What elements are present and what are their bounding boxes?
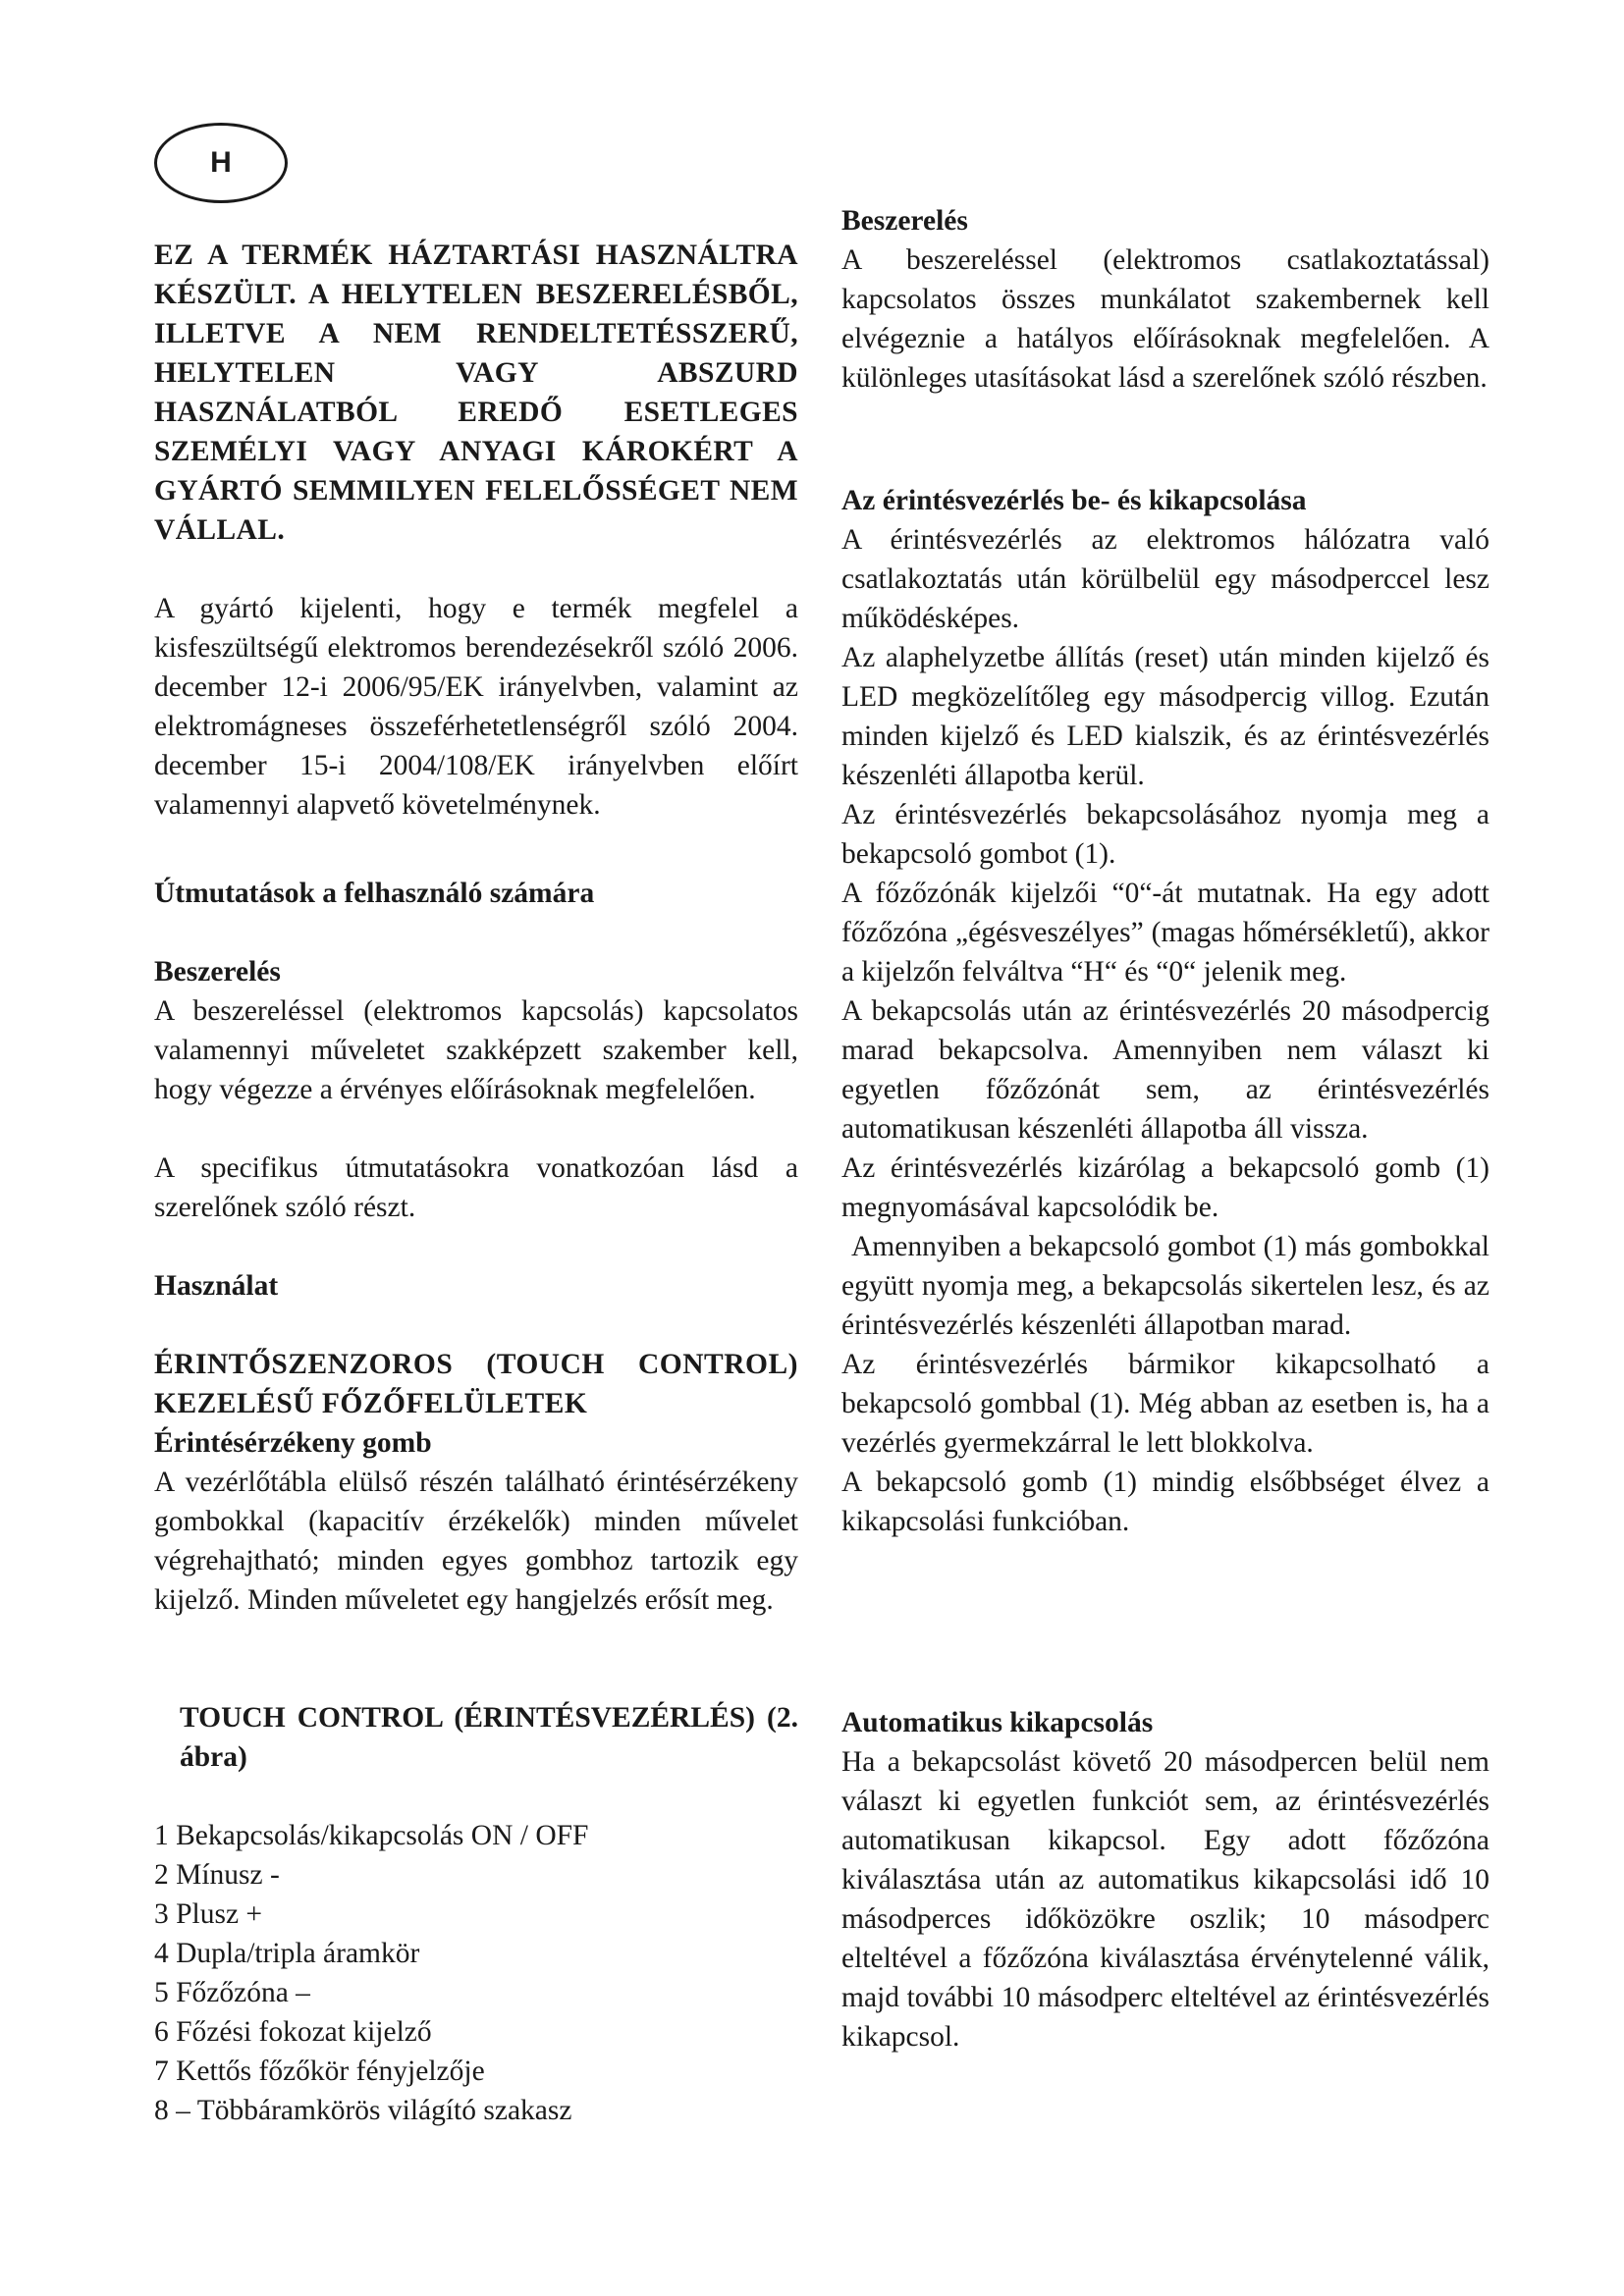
auto-off-heading: Automatikus kikapcsolás xyxy=(841,1707,1154,1738)
installation-text-left: A beszereléssel (elektromos kapcsolás) kapcsolatos valamennyi műveletet szakképzett szakember kell, hogy végezze a érvényes előírásoknak megfelelően. xyxy=(154,995,798,1105)
onoff-paragraph: Az érintésvezérlés kizárólag a bekapcsoló gomb (1) megnyomásával kapcsolódik be. xyxy=(841,1152,1489,1223)
control-legend-list xyxy=(154,1816,798,2130)
list-item: 4 Dupla/tripla áramkör xyxy=(154,1938,420,1969)
onoff-paragraph: A érintésvezérlés az elektromos hálózatra való csatlakoztatás után körülbelül egy másodperccel lesz működésképes. xyxy=(841,524,1489,634)
touch-button-subheading: Érintésérzékeny gomb xyxy=(154,1427,432,1459)
installation-note-left: A specifikus útmutatásokra vonatkozóan lásd a szerelőnek szóló részt. xyxy=(154,1152,798,1223)
list-item: 5 Főzőzóna – xyxy=(154,1977,310,2008)
list-item: 2 Mínusz - xyxy=(154,1859,280,1891)
onoff-section xyxy=(841,520,1489,1541)
list-item: 1 Bekapcsolás/kikapcsolás ON / OFF xyxy=(154,1820,589,1851)
touch-control-heading: ÉRINTŐSZENZOROS (TOUCH CONTROL) KEZELÉSŰ FŐZŐFELÜLETEK xyxy=(154,1349,798,1419)
safety-warning: EZ A TERMÉK HÁZTARTÁSI HASZNÁLTRA KÉSZÜLT. A HELYTELEN BESZERELÉSBŐL, ILLETVE A NEM RENDELTETÉSSZERŰ, HELYTELEN VAGY ABSZURD HASZNÁLATBÓL EREDŐ ESETLEGES SZEMÉLYI VAGY ANYAGI KÁROKÉRT A GYÁRTÓ SEMMILYEN FELELŐSSÉGET NEM VÁLLAL. xyxy=(154,240,798,546)
onoff-paragraph: Az érintésvezérlés bármikor kikapcsolható a bekapcsoló gombbal (1). Még abban az esetben is, ha a vezérlés gyermekzárral le lett blokkolva. xyxy=(841,1349,1489,1459)
onoff-paragraph: A főzőzónák kijelzői “0“-át mutatnak. Ha egy adott főzőzóna „égésveszélyes” (magas hőmérsékletű), akkor a kijelzőn felváltva “H“ és “0“ jelenik meg. xyxy=(841,878,1489,988)
touch-control-text: A vezérlőtábla elülső részén található érintésérzékeny gombokkal (kapacitív érzékelők) minden művelet végrehajtható; minden egyes gombhoz tartozik egy kijelző. Minden műveletet egy hangjelzés erősít meg. xyxy=(154,1467,798,1616)
onoff-heading: Az érintésvezérlés be- és kikapcsolása xyxy=(841,485,1307,516)
onoff-paragraph: A bekapcsoló gomb (1) mindig elsőbbséget élvez a kikapcsolási funkcióban. xyxy=(841,1467,1489,1537)
onoff-paragraph: A bekapcsolás után az érintésvezérlés 20 másodpercig marad bekapcsolva. Amennyiben nem választ ki egyetlen főzőzónát sem, az érintésvezérlés automatikusan készenléti állapotba áll vissza. xyxy=(841,995,1489,1145)
list-item: 8 – Többáramkörös világító szakasz xyxy=(154,2095,572,2126)
usage-heading: Használat xyxy=(154,1270,279,1302)
language-badge: H xyxy=(154,123,288,203)
list-item: 7 Kettős főzőkör fényjelzője xyxy=(154,2056,485,2087)
installation-heading-right: Beszerelés xyxy=(841,205,968,237)
figure-heading: TOUCH CONTROL (ÉRINTÉSVEZÉRLÉS) (2. ábra) xyxy=(180,1702,798,1773)
user-instructions-heading: Útmutatások a felhasználó számára xyxy=(154,878,595,909)
onoff-paragraph: Az érintésvezérlés bekapcsolásához nyomja meg a bekapcsoló gombot (1). xyxy=(841,799,1489,870)
onoff-paragraph: Az alaphelyzetbe állítás (reset) után minden kijelző és LED megközelítőleg egy másodpercig villog. Ezután minden kijelző és LED kialszik, és az érintésvezérlés készenléti állapotba kerül. xyxy=(841,642,1489,791)
list-item: 3 Plusz + xyxy=(154,1898,263,1930)
installation-heading-left: Beszerelés xyxy=(154,956,281,988)
conformity-declaration: A gyártó kijelenti, hogy e termék megfelel a kisfeszültségű elektromos berendezésekről szóló 2006. december 12-i 2006/95/EK irányelvben, valamint az elektromágneses összeférhetetlenségről szóló 2004. december 15-i 2004/108/EK irányelvben előírt valamennyi alapvető követelménynek. xyxy=(154,593,798,821)
onoff-paragraph: Amennyiben a bekapcsoló gombot (1) más gombokkal együtt nyomja meg, a bekapcsolás sikertelen lesz, és az érintésvezérlés készenléti állapotban marad. xyxy=(841,1231,1489,1341)
installation-text-right: A beszereléssel (elektromos csatlakoztatással) kapcsolatos összes munkálatot szakembernek kell elvégeznie a hatályos előírásoknak megfelelően. A különleges utasításokat lásd a szerelőnek szóló részben. xyxy=(841,244,1489,394)
auto-off-text: Ha a bekapcsolást követő 20 másodpercen belül nem választ ki egyetlen funkciót sem, az érintésvezérlés automatikusan kikapcsol. Egy adott főzőzóna kiválasztása után az automatikus kikapcsolási idő 10 másodperces időközökre oszlik; 10 másodperc elteltével a főzőzóna kiválasztása érvénytelenné válik, majd további 10 másodperc elteltével az érintésvezérlés kikapcsol. xyxy=(841,1746,1489,2053)
list-item: 6 Főzési fokozat kijelző xyxy=(154,2016,432,2048)
